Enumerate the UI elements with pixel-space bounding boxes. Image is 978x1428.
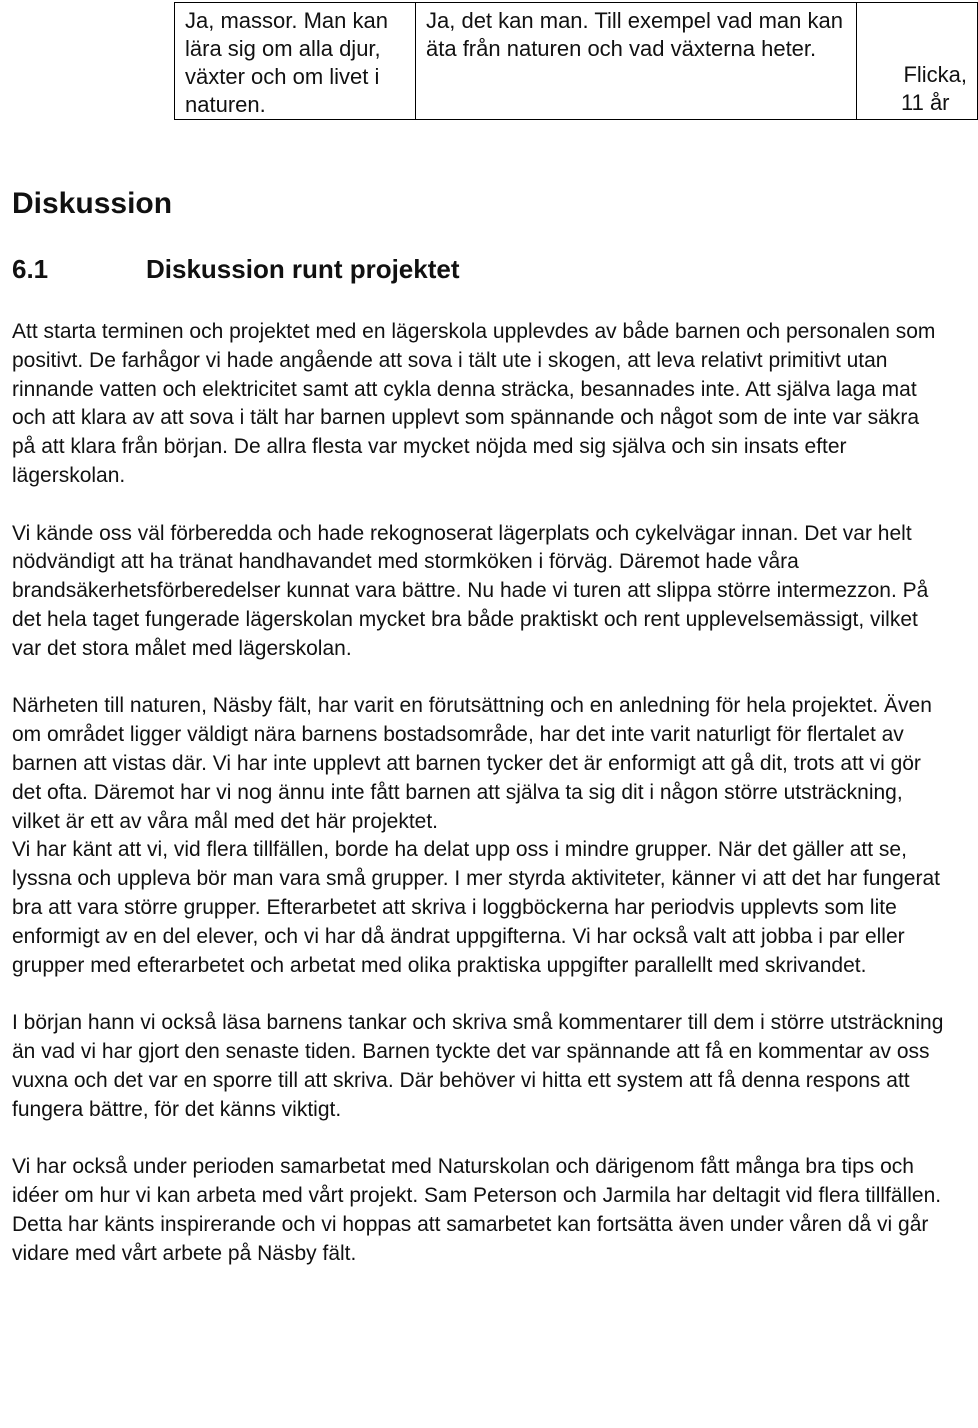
paragraph: Vi har också under perioden samarbetat med Naturskolan och därigenom fått många bra tips och idéer om hur vi kan arbeta med vårt projekt. Sam Peterson och Jarmila har deltagit vid flera tillfällen. Detta har känts inspirerande och vi hoppas att samarbetet kan fortsätta även under våren då vi går vidare med vårt arbete på Näsby fält. (12, 1155, 942, 1265)
table-row (175, 3, 978, 120)
respondent-age: 11 år (901, 90, 950, 115)
table-cell-answer-1: Ja, massor. Man kan lära sig om alla djur, växter och om livet i naturen. (175, 3, 416, 120)
body-text (12, 318, 948, 1268)
respondent-gender: Flicka, (903, 62, 967, 87)
paragraph: Vi har känt att vi, vid flera tillfällen, borde ha delat upp oss i mindre grupper. När det gäller att se, lyssna och uppleva bör man vara små grupper. I mer styrda aktiviteter, känner vi att det har fungerat bra att vara större grupper. Efterarbetet att skriva i loggböckerna har periodvis upplevts som lite enformigt av en del elever, och vi har då ändrat uppgifterna. Vi har också valt att jobba i par eller grupper med efterarbetet och arbetat med olika praktiska uppgifter parallellt med skrivandet. (12, 838, 940, 977)
section-heading (12, 252, 460, 286)
paragraph: Närheten till naturen, Näsby fält, har varit en förutsättning och en anledning för hela projektet. Även om området ligger väldigt nära barnens bostadsområde, har det inte varit naturligt för flertalet av barnen att vistas där. Vi har inte upplevt att barnen tycker det är enformigt att gå dit, trots att vi gör det ofta. Däremot har vi nog ännu inte fått barnen att själva ta sig dit i någon större utsträckning, vilket är ett av våra mål med det här projektet. (12, 694, 932, 833)
table-cell-answer-2: Ja, det kan man. Till exempel vad man kan äta från naturen och vad växterna heter. (416, 3, 857, 120)
paragraph: Att starta terminen och projektet med en lägerskola upplevdes av både barnen och personalen som positivt. De farhågor vi hade angående att sova i tält ute i skogen, att leva relativt primitivt utan rinnande vatten och elektricitet samt att cykla denna sträcka, besannades inte. Att själva laga mat och att klara av att sova i tält har barnen upplevt som spännande och något som de inte var säkra på att klara från början. De allra flesta var mycket nöjda med sig själva och sin insats efter lägerskolan. (12, 320, 936, 487)
table-cell-respondent (857, 3, 978, 120)
paragraph: Vi kände oss väl förberedda och hade rekognoserat lägerplats och cykelvägar innan. Det var helt nödvändigt att ha tränat handhavandet med stormköken i förväg. Däremot hade våra brandsäkerhetsförberedelser kunnat vara bättre. Nu hade vi turen att slippa större intermezzon. På det hela taget fungerade lägerskolan mycket bra både praktiskt och rent upplevelsemässigt, vilket var det stora målet med lägerskolan. (12, 521, 929, 660)
section-number: 6.1 (12, 254, 49, 284)
section-title: Diskussion runt projektet (146, 254, 460, 284)
paragraph: I början hann vi också läsa barnens tankar och skriva små kommentarer till dem i större utsträckning än vad vi har gjort den senaste tiden. Barnen tyckte det var spännande att få en kommentar av oss vuxna och det var en sporre till att skriva. Där behöver vi hitta ett system att få denna respons att fungera bättre, för det känns viktigt. (12, 1011, 944, 1121)
chapter-heading: Diskussion (12, 187, 173, 220)
quote-table (174, 2, 978, 120)
